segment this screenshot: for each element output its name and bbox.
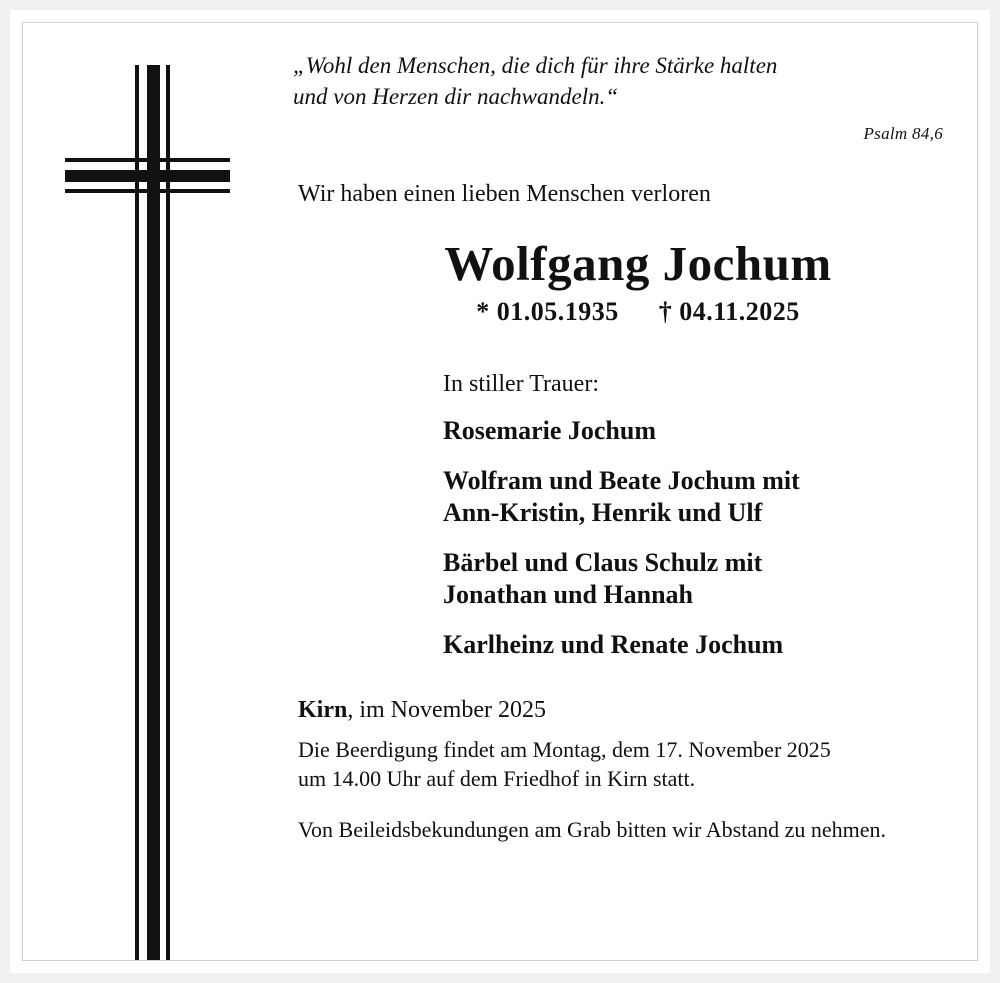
mourner-sub: Jonathan und Hannah bbox=[443, 580, 694, 609]
mourners-block bbox=[443, 369, 983, 661]
place-and-date bbox=[298, 695, 983, 725]
mourner-main: Rosemarie Jochum bbox=[443, 416, 657, 445]
mourner-main: Bärbel und Claus Schulz mit bbox=[443, 548, 763, 577]
mourner-entry bbox=[443, 465, 983, 529]
life-dates bbox=[293, 297, 983, 327]
verse-line-1: „Wohl den Menschen, die dich für ihre Stärke halten bbox=[293, 53, 778, 78]
mourner-sub: Ann-Kristin, Henrik und Ulf bbox=[443, 498, 763, 527]
christian-cross-icon bbox=[65, 65, 245, 965]
funeral-details bbox=[298, 735, 958, 793]
verse-source: Psalm 84,6 bbox=[863, 124, 943, 143]
mourner-entry bbox=[443, 547, 983, 611]
lead-sentence: Wir haben einen lieben Menschen verloren bbox=[298, 181, 711, 207]
death-date: † 04.11.2025 bbox=[658, 297, 800, 326]
notice-text-column bbox=[293, 50, 983, 844]
mourners-title: In stiller Trauer: bbox=[443, 371, 599, 397]
funeral-line-2: um 14.00 Uhr auf dem Friedhof in Kirn statt. bbox=[298, 766, 696, 791]
cross-horizontal-thin-top bbox=[65, 158, 230, 162]
mourner-entry bbox=[443, 415, 983, 447]
mourner-main: Karlheinz und Renate Jochum bbox=[443, 630, 784, 659]
funeral-line-1: Die Beerdigung findet am Montag, dem 17. November 2025 bbox=[298, 737, 831, 762]
place-name: Kirn bbox=[298, 697, 348, 723]
condolence-request: Von Beileidsbekundungen am Grab bitten wir Abstand zu nehmen. bbox=[298, 817, 886, 842]
mourner-main: Wolfram und Beate Jochum mit bbox=[443, 466, 800, 495]
cross-vertical-thin-left bbox=[135, 65, 139, 960]
verse-line-2: und von Herzen dir nachwandeln.“ bbox=[293, 84, 619, 109]
birth-date: * 01.05.1935 bbox=[476, 297, 619, 326]
place-date-rest: , im November 2025 bbox=[347, 697, 546, 723]
cross-horizontal-thick bbox=[65, 170, 230, 182]
cross-vertical-thin-right bbox=[166, 65, 170, 960]
cross-horizontal-thin-bottom bbox=[65, 189, 230, 193]
bible-verse bbox=[293, 50, 953, 149]
deceased-name: Wolfgang Jochum bbox=[444, 236, 832, 291]
cross-vertical-thick bbox=[147, 65, 160, 960]
mourner-entry bbox=[443, 629, 983, 661]
